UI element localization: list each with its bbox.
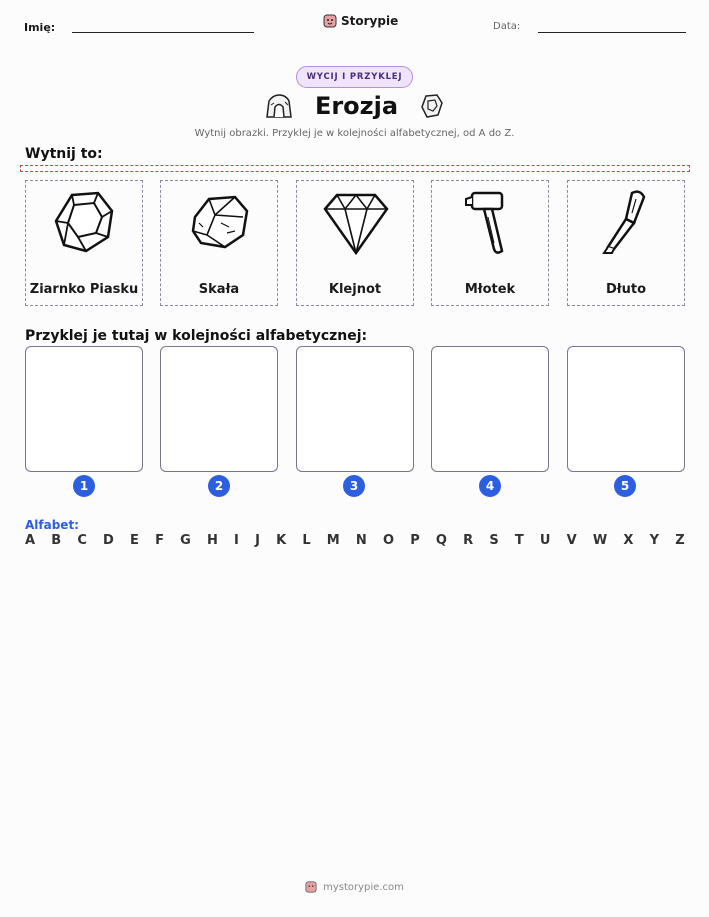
- alphabet-letter: P: [410, 533, 420, 548]
- cut-label: Wytnij to:: [25, 146, 103, 162]
- alphabet-letter: H: [206, 533, 218, 548]
- brand: [323, 13, 398, 29]
- paste-slot-4[interactable]: [431, 346, 549, 472]
- alphabet-letter: X: [623, 533, 634, 548]
- cut-line: [20, 165, 690, 172]
- paste-slot-2[interactable]: [160, 346, 278, 472]
- paste-slot-5[interactable]: [567, 346, 685, 472]
- slot-number-badge: 3: [343, 475, 365, 497]
- name-label: Imię:: [24, 21, 56, 34]
- alphabet-letter: Z: [675, 533, 685, 548]
- storypie-logo-icon: [323, 13, 337, 29]
- slot-number-badge: 1: [73, 475, 95, 497]
- alphabet-letter: B: [51, 533, 62, 548]
- card-label: Młotek: [464, 282, 516, 297]
- grain-icon: [420, 93, 444, 119]
- storypie-logo-icon: [305, 880, 317, 894]
- slot-number-badge: 2: [208, 475, 230, 497]
- alphabet-letter: M: [326, 533, 340, 548]
- slot-number-badge: 4: [479, 475, 501, 497]
- title-row: [0, 92, 709, 120]
- page-title: Erozja: [314, 92, 399, 120]
- alphabet-letter: S: [489, 533, 499, 548]
- paste-slot-1[interactable]: [25, 346, 143, 472]
- cut-card-sand[interactable]: [25, 180, 143, 306]
- alphabet-letter: O: [382, 533, 395, 548]
- alphabet-letter: U: [539, 533, 551, 548]
- footer: [0, 880, 709, 894]
- paste-label: Przyklej je tutaj w kolejności alfabetycznej:: [25, 328, 368, 344]
- cut-card-rock[interactable]: [160, 180, 278, 306]
- alphabet-letter: C: [77, 533, 87, 548]
- date-label: Data:: [493, 21, 521, 32]
- brand-name: Storypie: [341, 14, 399, 28]
- date-line[interactable]: [538, 32, 686, 33]
- gem-icon: [321, 187, 391, 257]
- alphabet-letter: Q: [435, 533, 447, 548]
- alphabet-letter: N: [355, 533, 367, 548]
- alphabet-letter: J: [255, 533, 260, 548]
- alphabet-letter: D: [103, 533, 114, 548]
- alphabet-letter: T: [514, 533, 524, 548]
- card-label: Ziarnko Piasku: [29, 282, 139, 297]
- name-line[interactable]: [72, 32, 254, 33]
- cut-card-hammer[interactable]: [431, 180, 549, 306]
- cut-card-gem[interactable]: [296, 180, 414, 306]
- alphabet-letter: Y: [649, 533, 660, 548]
- alphabet-letter: L: [302, 533, 311, 548]
- card-label: Dłuto: [605, 282, 646, 297]
- hammer-icon: [456, 187, 526, 257]
- sand-grain-icon: [50, 187, 120, 257]
- alphabet-letter: F: [155, 533, 164, 548]
- alphabet-letter: G: [180, 533, 191, 548]
- alphabet-letter: V: [566, 533, 577, 548]
- activity-badge: WYCIJ I PRZYKLEJ: [296, 66, 413, 88]
- rock-icon: [185, 187, 255, 257]
- chisel-icon: [592, 187, 662, 257]
- alphabet-label: Alfabet:: [25, 518, 79, 532]
- alphabet-letter: K: [276, 533, 287, 548]
- alphabet-letter: W: [592, 533, 608, 548]
- instructions: Wytnij obrazki. Przyklej je w kolejności alfabetycznej, od A do Z.: [194, 128, 515, 139]
- alphabet-letter: E: [130, 533, 139, 548]
- alphabet-row: [25, 533, 685, 548]
- slot-number-badge: 5: [614, 475, 636, 497]
- paste-slot-3[interactable]: [296, 346, 414, 472]
- cut-card-chisel[interactable]: [567, 180, 685, 306]
- rock-arch-icon: [265, 93, 293, 119]
- card-label: Klejnot: [328, 282, 382, 297]
- alphabet-letter: R: [463, 533, 474, 548]
- card-label: Skała: [198, 282, 240, 297]
- alphabet-letter: A: [25, 533, 36, 548]
- alphabet-letter: I: [234, 533, 239, 548]
- footer-url[interactable]: mystorypie.com: [323, 881, 404, 893]
